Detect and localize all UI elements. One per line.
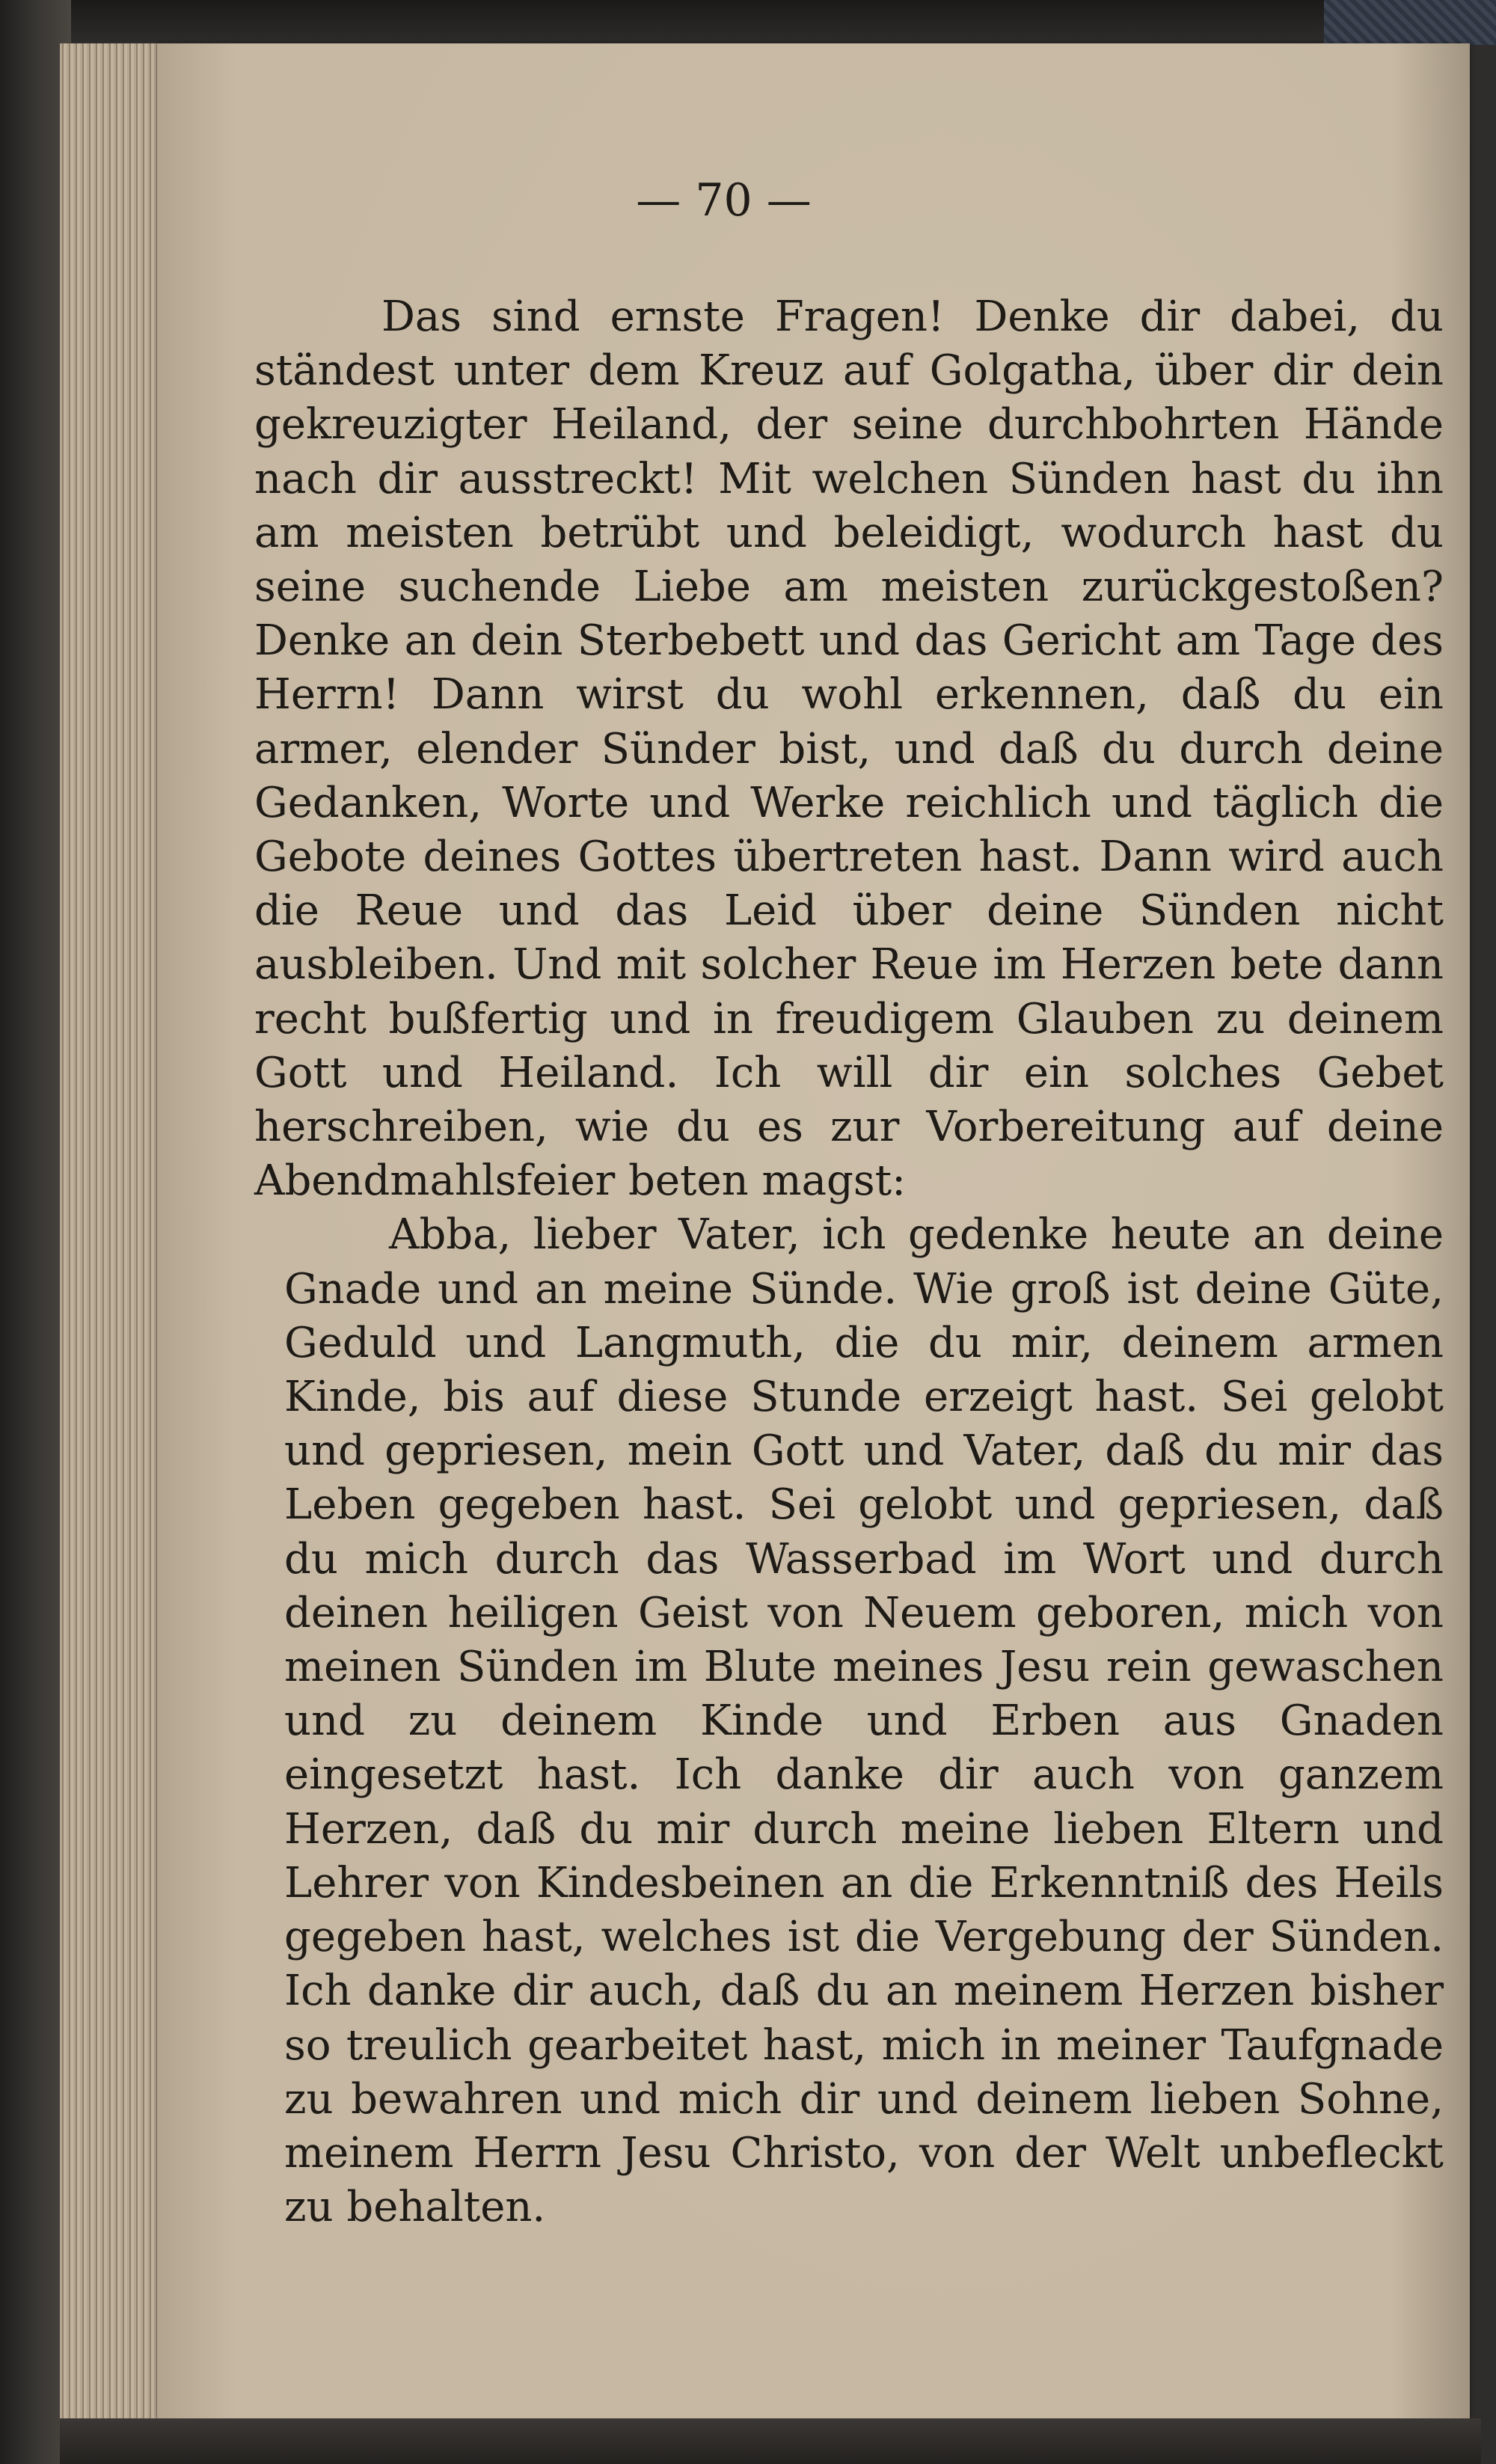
scan-background-bottom — [60, 2418, 1481, 2464]
paragraph-1: Das sind ernste Fragen! Denke dir dabei, du ständest unter dem Kreuz auf Golgatha, über dir dein gekreuzigter Heiland, der seine durchbohrten Hände nach dir ausstreckt! Mit welchen Sünden hast du ihn am meisten betrübt und beleidigt, wodurch hast du seine suchende Liebe am meisten zurückgestoßen? Denke an dein Sterbebett und das Gericht am Tage des Herrn! Dann wirst du wohl erkennen, daß du ein armer, elender Sünder bist, und daß du durch deine Gedanken, Worte und Werke reichlich und täglich die Gebote deines Gottes übertreten hast. Dann wird auch die Reue und das Leid über deine Sünden nicht ausbleiben. Und mit solcher Reue im Herzen bete dann recht bußfertig und in freudigem Glauben zu deinem Gott und Heiland. Ich will dir ein solches Gebet herschreiben, wie du es zur Vorbereitung auf deine Abendmahlsfeier beten magst: — [254, 292, 1444, 1206]
paragraph-2-prayer: Abba, lieber Vater, ich gedenke heute an deine Gnade und an meine Sünde. Wie groß ist deine Güte, Geduld und Langmuth, die du mir, deinem armen Kinde, bis auf diese Stunde erzeigt hast. Sei gelobt und gepriesen, mein Gott und Vater, daß du mir das Leben gegeben hast. Sei gelobt und gepriesen, daß du mich durch das Wasserbad im Wort und durch deinen heiligen Geist von Neuem geboren, mich von meinen Sünden im Blute meines Jesu rein gewaschen und zu deinem Kinde und Erben aus Gnaden eingesetzt hast. Ich danke dir auch von ganzem Herzen, daß du mir durch meine lieben Eltern und Lehrer von Kindesbeinen an die Erkenntniß des Heils gegeben hast, welches ist die Vergebung der Sünden. Ich danke dir auch, daß du an meinem Herzen bisher so treulich gearbeitet hast, mich in meiner Taufgnade zu bewahren und mich dir und deinem lieben Sohne, meinem Herrn Jesu Christo, von der Welt unbefleckt zu behalten. — [284, 1210, 1444, 2232]
cloth-cover-corner — [1324, 0, 1496, 45]
body-text — [254, 290, 1444, 2234]
page-edges — [60, 43, 172, 2418]
page-number: — 70 — — [636, 174, 812, 227]
scan-background-top — [0, 0, 1496, 43]
book-page — [157, 43, 1470, 2418]
